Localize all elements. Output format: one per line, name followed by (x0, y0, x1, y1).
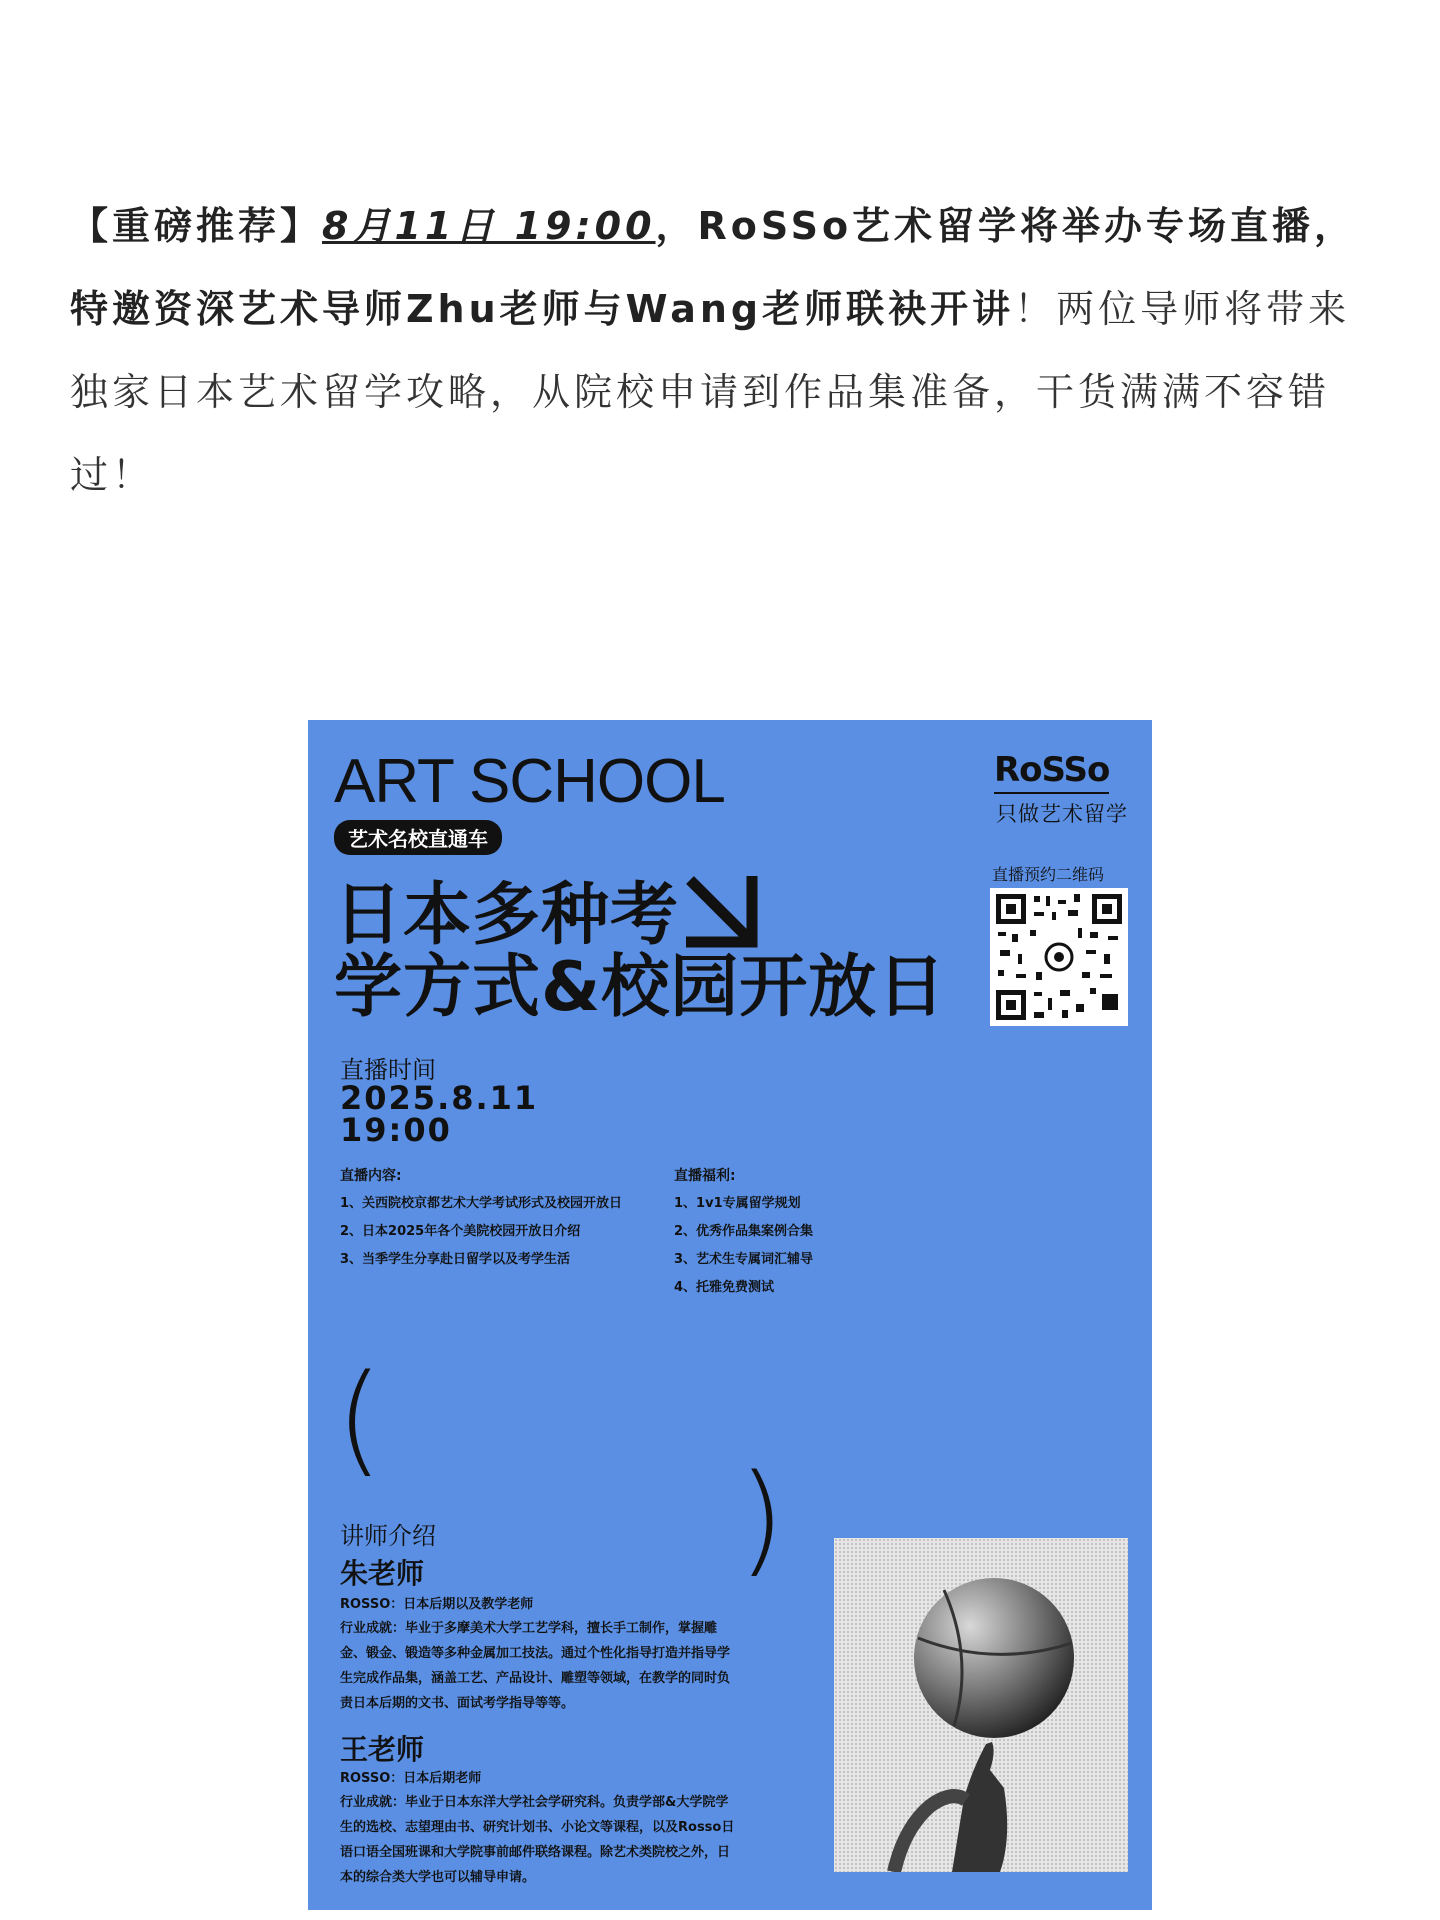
event-date: 8月11日 19:00 (322, 204, 656, 248)
headline-line1: 日本多种考 (334, 876, 680, 955)
live-benefits (674, 1162, 813, 1302)
close-parenthesis: ) (738, 1450, 785, 1589)
live-hour: 19:00 (340, 1111, 452, 1149)
list-item: 1、关西院校京都艺术大学考试形式及校园开放日 (340, 1196, 623, 1211)
intro-paragraph (70, 185, 1380, 517)
spinning-ball-photo (834, 1538, 1128, 1872)
list-item: 3、艺术生专属词汇辅导 (674, 1252, 814, 1267)
intro-rest: ！两位导师将带来独家日本艺术留学攻略，从院校申请到作品集准备，干货满满不容错过！ (70, 287, 1351, 497)
recommend-tag: 【重磅推荐】 (70, 204, 323, 248)
teacher2-name: 王老师 (340, 1733, 425, 1766)
list-item: 1、1v1专属留学规划 (674, 1196, 801, 1211)
open-parenthesis: ( (336, 1350, 383, 1489)
teacher1-achievement: 行业成就：毕业于多摩美术大学工艺学科，擅长手工制作，掌握雕金、锻金、锻造等多种金属加工技法。通过个性化指导打造并指导学生完成作品集，涵盖工艺、产品设计、雕塑等领域，在教学的同时负责日本后期的文书、面试考学指导等等。 (340, 1621, 731, 1711)
list-item: 2、日本2025年各个美院校园开放日介绍 (340, 1224, 581, 1239)
teacher1-role: ROSSO：日本后期以及教学老师 (340, 1597, 534, 1612)
list-item: 2、优秀作品集案例合集 (674, 1224, 814, 1239)
brand-slogan: 只做艺术留学 (996, 802, 1128, 826)
teacher2-achievement: 行业成就：毕业于日本东洋大学社会学研究科。负责学部&大学院学生的选校、志望理由书、研究计划书、小论文等课程，以及Rosso日语口语全国班课和大学院事前邮件联络课程。除艺术类院校之外，日本的综合类大学也可以辅导申请。 (340, 1795, 735, 1885)
announcement: RoSSo艺术留学将举办专场直播，特邀资深艺术导师Zhu老师与Wang老师联袂开讲 (70, 204, 1357, 331)
teacher2-role: ROSSO：日本后期老师 (340, 1771, 482, 1786)
teacher1-name: 朱老师 (340, 1557, 425, 1590)
qr-label: 直播预约二维码 (992, 865, 1105, 884)
live-date: 2025.8.11 (340, 1079, 539, 1117)
qr-code-icon[interactable] (990, 888, 1128, 1026)
headline-line2: 学方式&校园开放日 (334, 948, 947, 1027)
poster-headline (334, 876, 947, 1027)
brand-logo: RoSSo (994, 750, 1109, 794)
live-content-title: 直播内容: (340, 1168, 402, 1184)
list-item: 4、托雅免费测试 (674, 1280, 775, 1295)
live-time-label: 直播时间 (340, 1056, 436, 1084)
event-poster (308, 720, 1152, 1910)
live-content (340, 1162, 622, 1274)
separator: ， (655, 204, 698, 248)
live-benefits-title: 直播福利: (674, 1168, 736, 1184)
lecturer-label: 讲师介绍 (340, 1522, 436, 1550)
list-item: 3、当季学生分享赴日留学以及考学生活 (340, 1252, 571, 1267)
arrow-down-right-icon (680, 868, 764, 952)
poster-pill: 艺术名校直通车 (334, 820, 502, 855)
poster-title: ART SCHOOL (334, 747, 725, 816)
